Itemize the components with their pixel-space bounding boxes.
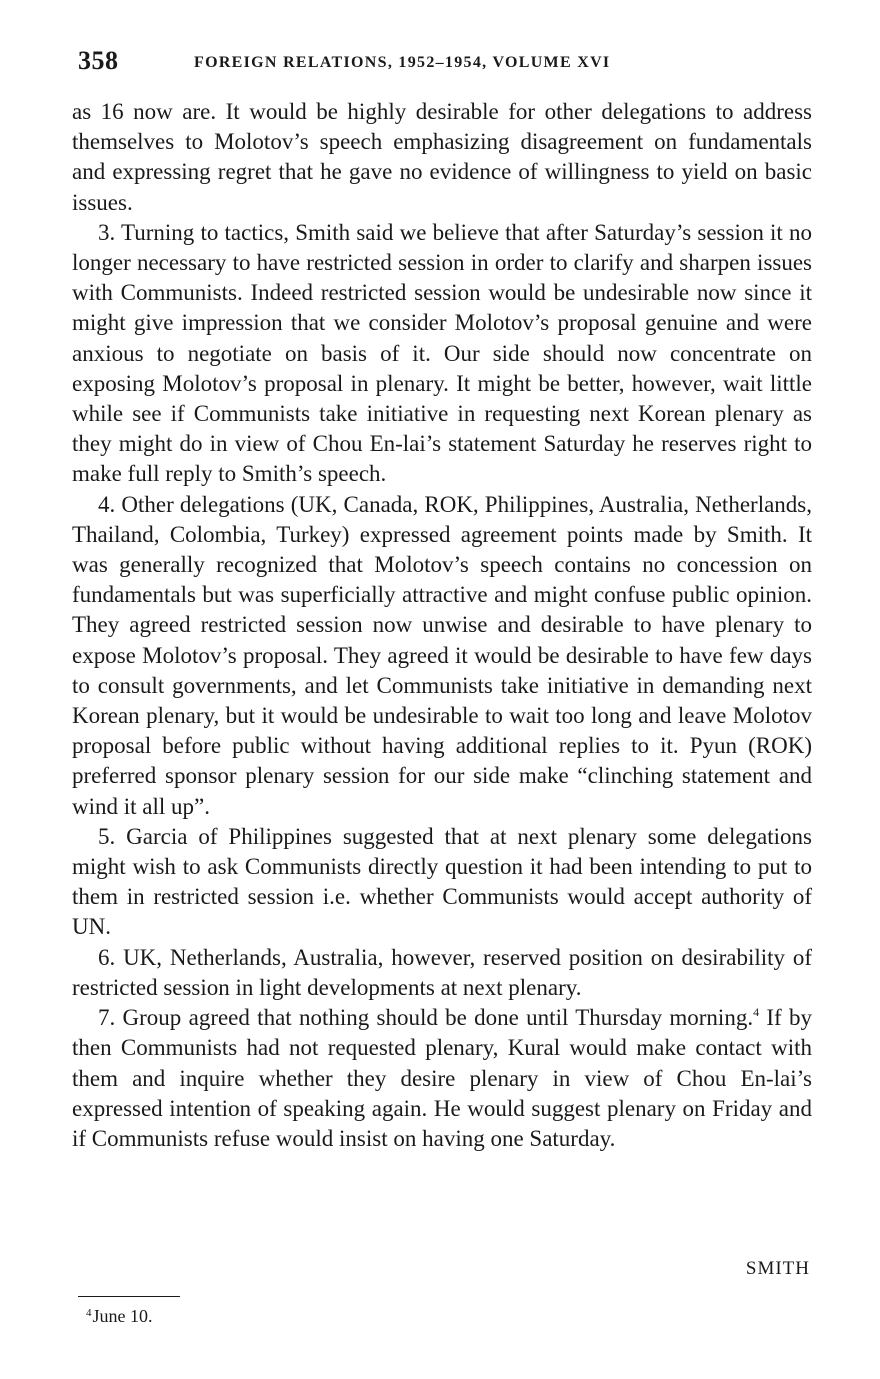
footnote-divider [78,1296,180,1297]
paragraph-continued: as 16 now are. It would be highly desirable for other delegations to address themselves to Molotov’s speech emphasizing disagreement on fundamentals and expressing regret that he gave no evidence of willingness to yield on basic issues. [72,99,812,215]
signature: SMITH [745,1258,810,1279]
paragraph-7-text-b: If by then Communists had not requested plenary, Kural would make contact with them and inquire whether they desire plenary in view of Chou En-lai’s expressed intention of speaking again. He would suggest plenary on Friday and if Communists refuse would insist on having one Saturday. [72,1005,812,1151]
paragraph-4: 4. Other delegations (UK, Canada, ROK, Philippines, Australia, Netherlands, Thailand, Colombia, Turkey) expressed agreement points made by Smith. It was generally recognized that Molotov’s speech contains no concession on fundamentals but was superficially attractive and might confuse public opinion. They agreed restricted session now unwise and desirable to have plenary to expose Molotov’s proposal. They agreed it would be desirable to have few days to consult governments, and let Communists take initiative in demanding next Korean plenary, but it would be undesirable to wait too long and leave Molotov proposal before public without having additional replies to it. Pyun (ROK) preferred sponsor plenary session for our side make “clinching statement and wind it all up”. [72,491,812,819]
footnote-mark: 4 [86,1307,92,1319]
paragraph-7 [72,1003,812,1154]
footnote-text: June 10. [92,1306,153,1326]
footnote [86,1306,153,1327]
paragraph-7-text-a: 7. Group agreed that nothing should be done until Thursday morning. [98,1005,754,1031]
paragraph-5: 5. Garcia of Philippines suggested that at next plenary some delegations might wish to ask Communists directly question it had been intending to put to them in restricted session i.e. whether Communists would accept authority of UN. [72,823,812,940]
footnote-reference: 4 [753,1005,760,1020]
paragraph-6: 6. UK, Netherlands, Australia, however, reserved position on desirability of restricted session in light developments at next plenary. [72,944,812,1000]
running-head: FOREIGN RELATIONS, 1952–1954, VOLUME XVI [194,54,611,71]
page-header [78,46,808,80]
body-text [72,97,812,1154]
paragraph-3: 3. Turning to tactics, Smith said we believe that after Saturday’s session it no longer necessary to have restricted session in order to clarify and sharpen issues with Communists. Indeed restricted session would be undesirable now since it might give impression that we consider Molotov’s proposal genuine and were anxious to negotiate on basis of it. Our side should now concentrate on exposing Molotov’s proposal in plenary. It might be better, however, wait little while see if Communists take initiative in requesting next Korean plenary as they might do in view of Chou En-lai’s statement Saturday he reserves right to make full reply to Smith’s speech. [72,219,812,487]
page-number: 358 [78,46,119,75]
